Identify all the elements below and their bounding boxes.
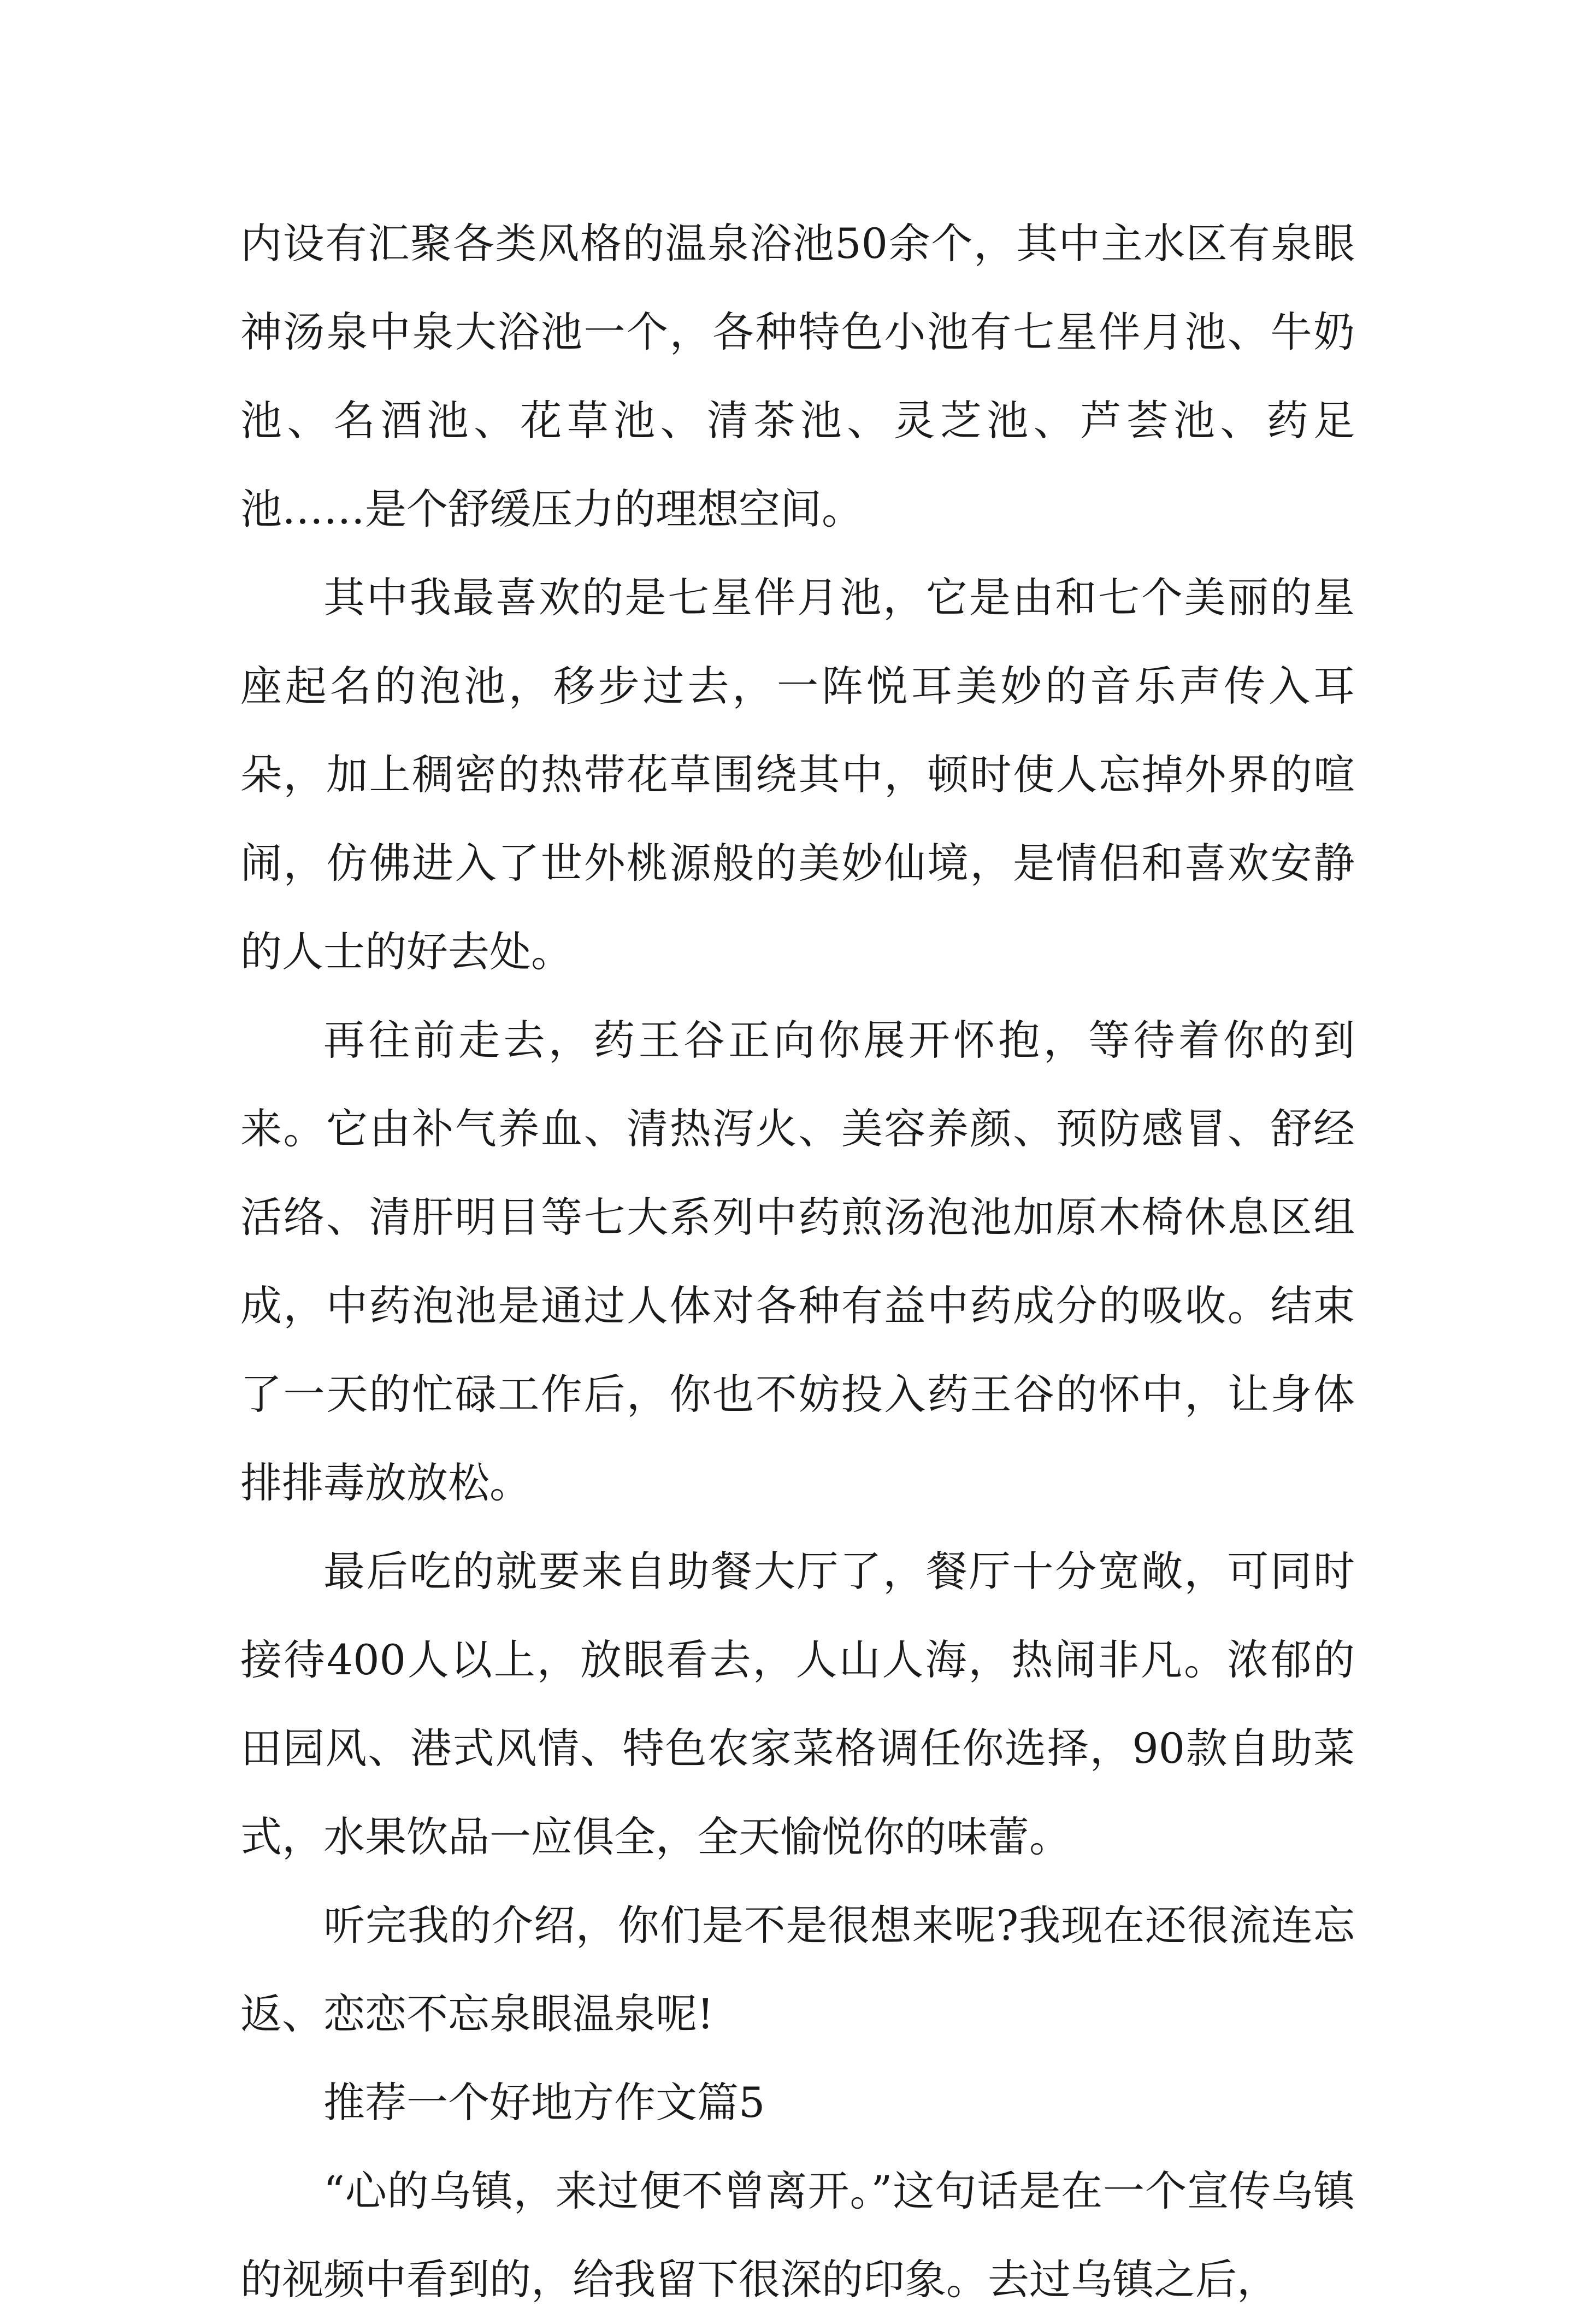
paragraph-conclusion: 听完我的介绍，你们是不是很想来呢?我现在还很流连忘返、恋恋不忘泉眼温泉呢! <box>240 1901 1355 2038</box>
paragraph-medicine-valley: 再往前走去，药王谷正向你展开怀抱，等待着你的到来。它由补气养血、清热泻火、美容养颜、预防感冒、舒经活络、清肝明目等七大系列中药煎汤泡池加原木椅休息区组成，中药泡池是通过人体对各种有益中药成分的吸收。结束了一天的忙碌工作后，你也不妨投入药王谷的怀中，让身体排排毒放放松。 <box>240 1016 1355 1507</box>
paragraph-seven-stars-pool: 其中我最喜欢的是七星伴月池，它是由和七个美丽的星座起名的泡池，移步过去，一阵悦耳美妙的音乐声传入耳朵，加上稠密的热带花草围绕其中，顿时使人忘掉外界的喧闹，仿佛进入了世外桃源般的美妙仙境，是情侣和喜欢安静的人士的好去处。 <box>240 573 1355 976</box>
paragraph-wuzhen-intro: “心的乌镇，来过便不曾离开。”这句话是在一个宣传乌镇的视频中看到的，给我留下很深的印象。去过乌镇之后， <box>240 2167 1355 2304</box>
document-body <box>240 199 1355 2324</box>
paragraph-buffet-hall: 最后吃的就要来自助餐大厅了，餐厅十分宽敞，可同时接待400人以上，放眼看去，人山人海，热闹非凡。浓郁的田园风、港式风情、特色农家菜格调任你选择，90款自助菜式，水果饮品一应俱全，全天愉悦你的味蕾。 <box>240 1547 1355 1861</box>
section-heading: 推荐一个好地方作文篇5 <box>323 2078 765 2127</box>
paragraph-hot-spring-pools: 内设有汇聚各类风格的温泉浴池50余个，其中主水区有泉眼神汤泉中泉大浴池一个，各种特色小池有七星伴月池、牛奶池、名酒池、花草池、清茶池、灵芝池、芦荟池、药足池……是个舒缓压力的理想空间。 <box>240 219 1355 533</box>
